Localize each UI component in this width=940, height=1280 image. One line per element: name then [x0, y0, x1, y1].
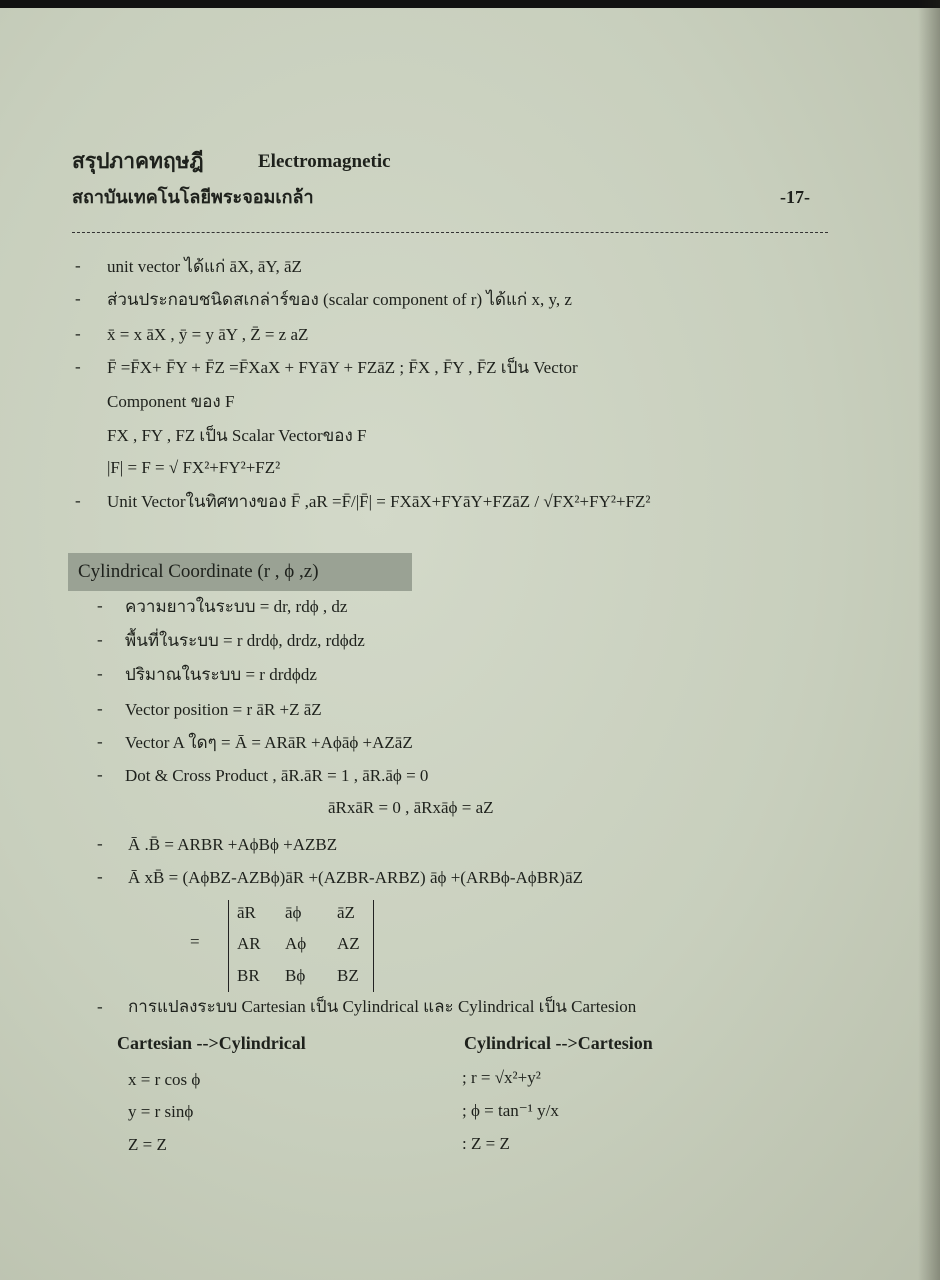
- conversion-phi: ; ϕ = tan⁻¹ y/x: [462, 1101, 559, 1120]
- matrix-cell: AZ: [337, 934, 360, 953]
- conversion-y: y = r sinϕ: [128, 1102, 194, 1121]
- determinant-matrix: [228, 900, 374, 992]
- bullet-dash: -: [75, 256, 81, 275]
- title-thai: สรุปภาคทฤษฎี: [72, 149, 204, 173]
- bullet-dash: -: [97, 834, 103, 853]
- cartesian-to-cylindrical-heading: Cartesian -->Cylindrical: [117, 1033, 306, 1053]
- line-magnitude-f: |F| = F = √ FX²+FY²+FZ²: [107, 458, 281, 477]
- title-english: Electromagnetic: [258, 151, 391, 172]
- cylindrical-heading: Cylindrical Coordinate (r , ϕ ,z): [78, 561, 319, 582]
- scan-top-border: [0, 0, 940, 8]
- matrix-cell: āR: [237, 903, 256, 922]
- bullet-dash: -: [97, 997, 103, 1016]
- page-number: -17-: [780, 187, 810, 207]
- line-f-vector: F̄ =F̄X+ F̄Y + F̄Z =F̄XaX + FYāY + FZāZ ; F̄X , F̄Y , F̄Z เป็น Vector: [107, 358, 578, 377]
- line-scalar-component: ส่วนประกอบชนิดสเกล่าร์ของ (scalar component of r) ได้แก่ x, y, z: [107, 290, 572, 309]
- matrix-cell: Aϕ: [285, 934, 307, 953]
- bullet-dash: -: [75, 491, 81, 510]
- bullet-dash: -: [75, 357, 81, 376]
- cylindrical-to-cartesian-heading: Cylindrical -->Cartesion: [464, 1033, 653, 1053]
- matrix-cell: āZ: [337, 903, 355, 922]
- matrix-cell: Bϕ: [285, 966, 306, 985]
- line-a-dot-b: Ā .B̄ = ARBR +AϕBϕ +AZBZ: [128, 835, 338, 854]
- conversion-r: ; r = √x²+y²: [462, 1068, 541, 1087]
- line-unit-vector-f: Unit Vectorในทิศทางของ F̄ ,aR =F̄/|F̄| = FXāX+FYāY+FZāZ / √FX²+FY²+FZ²: [107, 492, 651, 511]
- bullet-dash: -: [97, 664, 103, 683]
- line-length: ความยาวในระบบ = dr, rdϕ , dz: [125, 597, 348, 616]
- line-component-of-f: Component ของ F: [107, 392, 235, 411]
- conversion-x: x = r cos ϕ: [128, 1070, 201, 1089]
- line-scalar-f: FX , FY , FZ เป็น Scalar Vectorของ F: [107, 426, 367, 445]
- matrix-cell: āϕ: [285, 903, 302, 922]
- bullet-dash: -: [75, 289, 81, 308]
- line-conversion: การแปลงระบบ Cartesian เป็น Cylindrical และ Cylindrical เป็น Cartesion: [128, 997, 637, 1016]
- line-unit-vector: unit vector ได้แก่ āX, āY, āZ: [107, 257, 302, 276]
- line-area: พื้นที่ในระบบ = r drdϕ, drdz, rdϕdz: [125, 631, 365, 650]
- scan-right-shadow: [918, 0, 940, 1280]
- bullet-dash: -: [97, 596, 103, 615]
- line-cross-product: āRxāR = 0 , āRxāϕ = aZ: [328, 798, 494, 817]
- cylindrical-heading-box: [68, 553, 412, 591]
- line-dot-product: Dot & Cross Product , āR.āR = 1 , āR.āϕ = 0: [125, 766, 429, 785]
- bullet-dash: -: [97, 630, 103, 649]
- matrix-cell: BR: [237, 966, 260, 985]
- line-vector-position: Vector position = r āR +Z āZ: [125, 700, 322, 719]
- dashed-divider: [72, 232, 828, 233]
- determinant-equals: =: [190, 932, 200, 951]
- line-a-cross-b: Ā xB̄ = (AϕBZ-AZBϕ)āR +(AZBR-ARBZ) āϕ +(ARBϕ-AϕBR)āZ: [128, 868, 584, 887]
- bullet-dash: -: [97, 765, 103, 784]
- line-vector-a: Vector A ใดๆ = Ā = ARāR +Aϕāϕ +AZāZ: [125, 733, 413, 752]
- institute-name: สถาบันเทคโนโลยีพระจอมเกล้า: [72, 187, 314, 207]
- conversion-z: Z = Z: [128, 1135, 167, 1154]
- bullet-dash: -: [97, 867, 103, 886]
- line-xyz-vectors: x̄ = x āX , ȳ = y āY , Z̄ = z aZ: [107, 325, 309, 344]
- matrix-cell: AR: [237, 934, 261, 953]
- line-volume: ปริมาณในระบบ = r drdϕdz: [125, 665, 317, 684]
- bullet-dash: -: [97, 699, 103, 718]
- bullet-dash: -: [75, 324, 81, 343]
- bullet-dash: -: [97, 732, 103, 751]
- matrix-cell: BZ: [337, 966, 359, 985]
- conversion-z-reverse: : Z = Z: [462, 1134, 510, 1153]
